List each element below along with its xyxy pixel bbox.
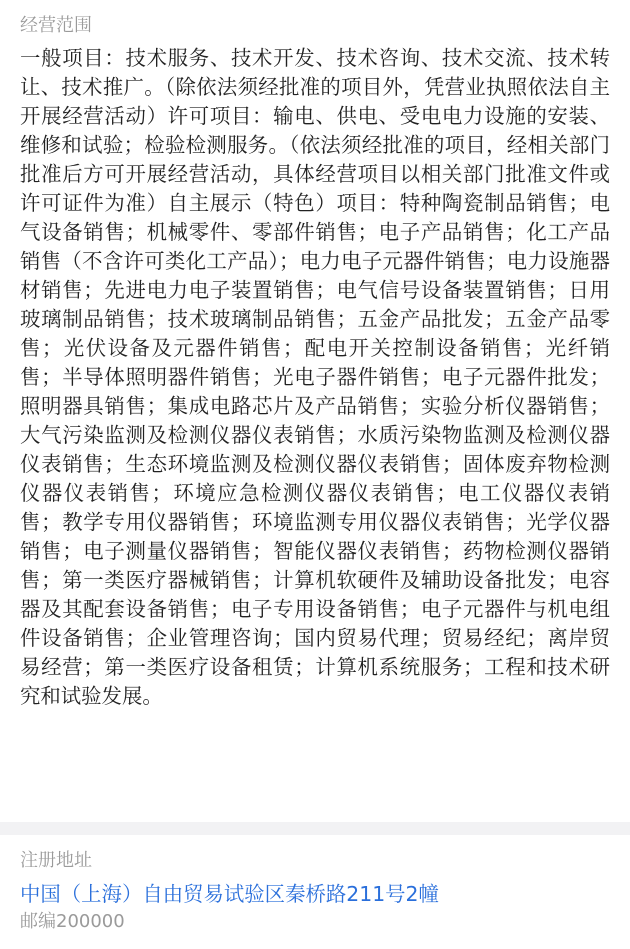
registered-address-link[interactable]: 中国（上海）自由贸易试验区秦桥路211号2幢	[20, 882, 439, 906]
registered-address-label: 注册地址	[20, 850, 92, 871]
section-divider	[0, 822, 630, 835]
business-scope-label: 经营范围	[20, 15, 92, 36]
business-scope-text: 一般项目：技术服务、技术开发、技术咨询、技术交流、技术转让、技术推广。（除依法须经批准的项目外，凭营业执照依法自主开展经营活动）许可项目：输电、供电、受电电力设施的安装、维修和试验；检验检测服务。（依法须经批准的项目，经相关部门批准后方可开展经营活动，具体经营项目以相关部门批准文件或许可证件为准）自主展示（特色）项目：特种陶瓷制品销售；电气设备销售；机械零件、零部件销售；电子产品销售；化工产品销售（不含许可类化工产品）；电力电子元器件销售；电力设施器材销售；先进电力电子装置销售；电气信号设备装置销售；日用玻璃制品销售；技术玻璃制品销售；五金产品批发；五金产品零售；光伏设备及元器件销售；配电开关控制设备销售；光纤销售；半导体照明器件销售；光电子器件销售；电子元器件批发；照明器具销售；集成电路芯片及产品销售；实验分析仪器销售；大气污染监测及检测仪器仪表销售；水质污染物监测及检测仪器仪表销售；生态环境监测及检测仪器仪表销售；固体废弃物检测仪器仪表销售；环境应急检测仪器仪表销售；电工仪器仪表销售；教学专用仪器销售；环境监测专用仪器仪表销售；光学仪器销售；电子测量仪器销售；智能仪器仪表销售；药物检测仪器销售；第一类医疗器械销售；计算机软硬件及辅助设备批发；电容器及其配套设备销售；电子专用设备销售；电子元器件与机电组件设备销售；企业管理咨询；国内贸易代理；贸易经纪；离岸贸易经营；第一类医疗设备租赁；计算机系统服务；工程和技术研究和试验发展。	[20, 46, 610, 708]
postcode-text: 邮编200000	[20, 911, 125, 932]
registered-address-section	[0, 835, 630, 935]
